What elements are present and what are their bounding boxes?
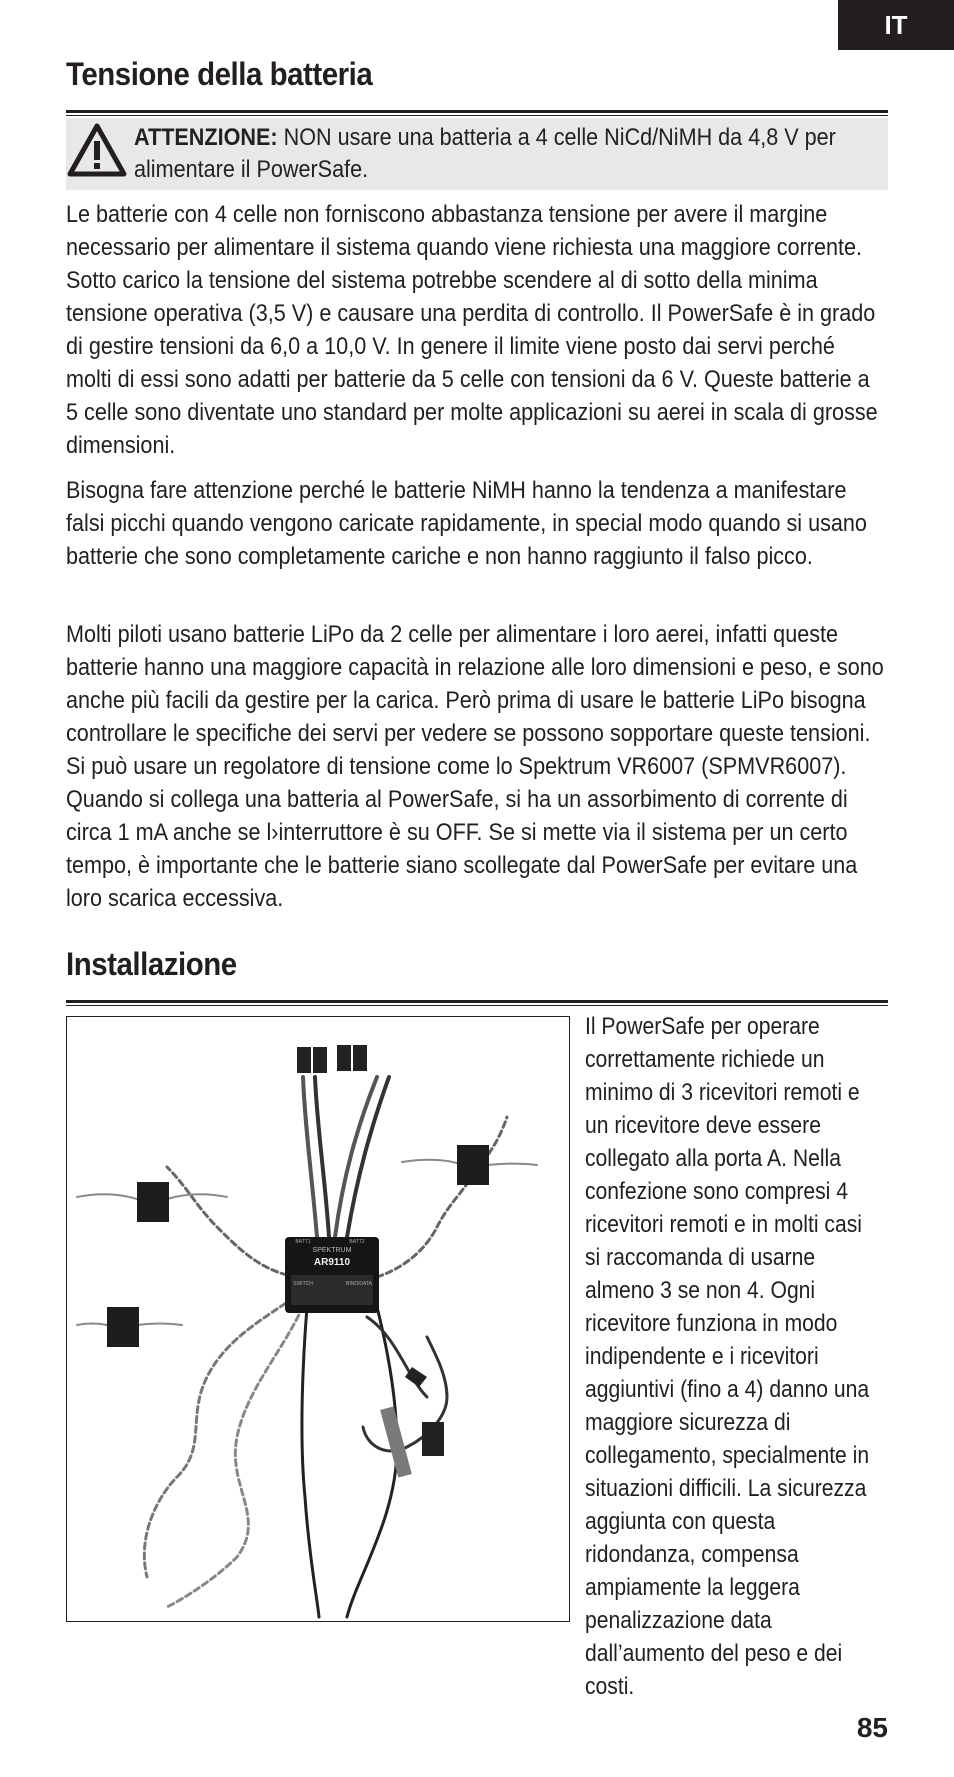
remote-receiver-1 xyxy=(137,1182,169,1222)
bind-label: BIND/DATA xyxy=(346,1281,372,1287)
warning-label: ATTENZIONE: xyxy=(134,124,278,151)
receiver-brand: SPEKTRUM xyxy=(312,1247,352,1254)
warning-triangle-icon xyxy=(66,122,128,178)
remote-receiver-2 xyxy=(457,1145,489,1185)
paragraph-3: Molti piloti usano batterie LiPo da 2 celle per alimentare i loro aerei, infatti queste batterie hanno una maggiore capacità in relazione alle loro dimensioni e peso, e sono anche più facili da gestire per la carica. Però prima di usare le batterie LiPo bisogna controllare le specifiche dei servi per vedere se possono sopportare queste tensioni. Si può usare un regolatore di tensione come lo Spektrum VR6007 (SPMVR6007). Quando si collega una batteria al PowerSafe, si ha un assorbimento di corrente di circa 1 mA anche se l›interruttore è su OFF. Se si mette via il sistema per un certo tempo, è importante che le batterie siano scollegate dal PowerSafe per evitare una loro scarica eccessiva. xyxy=(66,621,884,912)
language-tab: IT xyxy=(838,0,954,50)
receiver-illustration xyxy=(67,1017,569,1621)
receiver-photo xyxy=(66,1016,570,1622)
page-number: 85 xyxy=(856,1712,888,1743)
batt2-label: BATT2 xyxy=(349,1239,365,1245)
paragraph-1: Le batterie con 4 celle non forniscono abbastanza tensione per avere il margine necessario per alimentare il sistema quando viene richiesta una maggiore corrente. Sotto carico la tensione del sistema potrebbe scendere al di sotto della minima tensione operativa (3,5 V) e causare una perdita di controllo. Il PowerSafe è in grado di gestire tensioni da 6,0 a 10,0 V. In genere il limite viene posto dai servi perché molti di essi sono adatti per batterie da 5 celle con tensioni da 6 V. Queste batterie a 5 celle sono diventate uno standard per molte applicazioni su aerei in scala di grosse dimensioni. xyxy=(66,201,878,459)
warning-box xyxy=(66,118,888,190)
warning-body: NON usare una batteria a 4 celle NiCd/NiMH da 4,8 V per alimentare il PowerSafe. xyxy=(134,124,836,183)
remote-receiver-3 xyxy=(107,1307,139,1347)
title-rule xyxy=(66,110,888,116)
section-title-battery: Tensione della batteria xyxy=(66,56,373,92)
batt1-label: BATT1 xyxy=(295,1239,311,1245)
paragraph-2: Bisogna fare attenzione perché le batterie NiMH hanno la tendenza a manifestare falsi picchi quando vengono caricate rapidamente, in special modo quando si usano batterie che sono completamente cariche e non hanno raggiunto il falso picco. xyxy=(66,477,867,570)
warning-text xyxy=(134,122,890,186)
title-rule-2 xyxy=(66,1000,888,1006)
section-title-installation: Installazione xyxy=(66,946,237,982)
receiver-model: AR9110 xyxy=(313,1257,351,1268)
switch-label: SWITCH xyxy=(293,1281,313,1287)
installation-text: Il PowerSafe per operare correttamente richiede un minimo di 3 ricevitori remoti e un ricevitore deve essere collegato alla porta A. Nella confezione sono compresi 4 ricevitori remoti e in molti casi si raccomanda di usarne almeno 3 se non 4. Ogni ricevitore funziona in modo indipendente e i ricevitori aggiuntivi (fino a 4) danno una maggiore sicurezza di collegamento, specialmente in situazioni difficili. La sicurezza aggiunta con questa ridondanza, compensa ampiamente la leggera penalizzazione data dall’aumento del peso e dei costi. xyxy=(585,1013,870,1700)
